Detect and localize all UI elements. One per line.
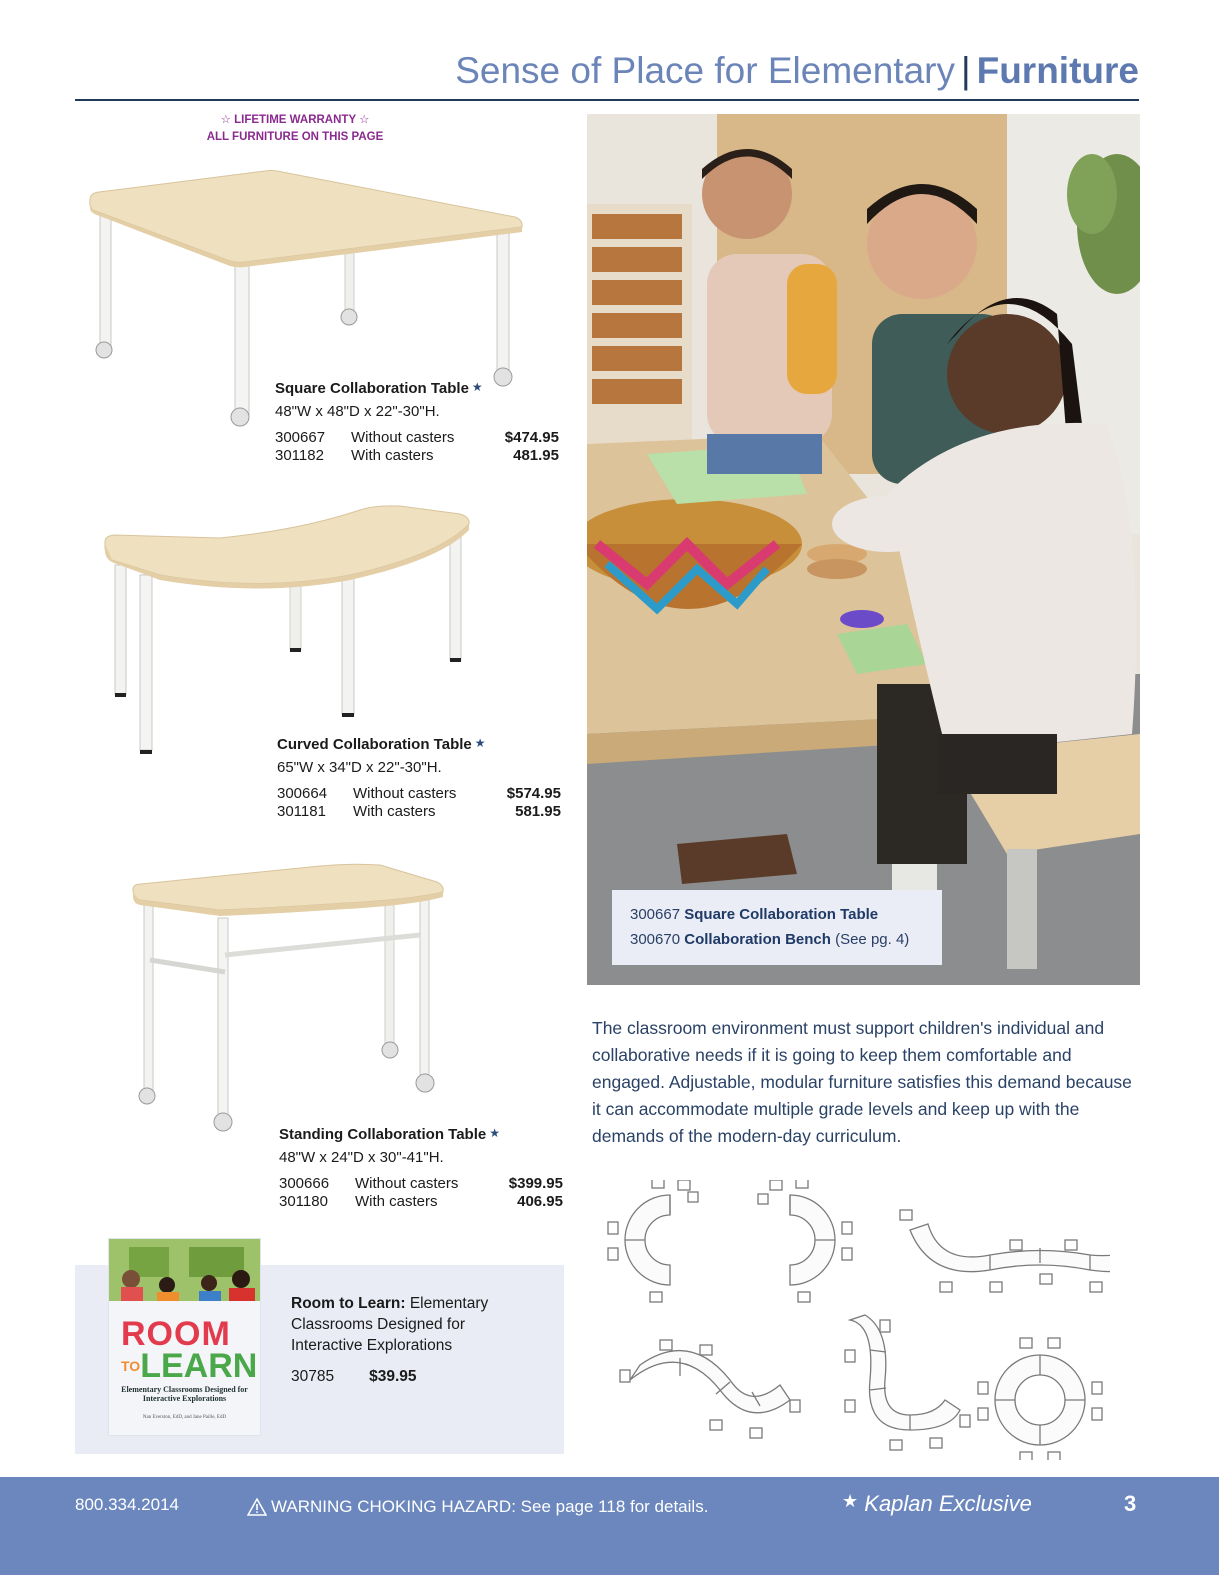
product-name: Square Collaboration Table ★: [275, 380, 483, 397]
price-table: [279, 1175, 563, 1211]
photo-caption: [612, 890, 942, 965]
warning-triangle-icon: [247, 1498, 267, 1516]
classroom-photo: [587, 114, 1140, 985]
curved-table-image: [100, 500, 480, 760]
arrangement-c-shape: [608, 1180, 698, 1302]
product-dimensions: 65"W x 34"D x 22"-30"H.: [277, 759, 442, 776]
book-cover-subtitle: Elementary Classrooms Designed for Interactive Explorations: [121, 1385, 248, 1403]
kaplan-exclusive-star-icon: ★: [474, 736, 486, 750]
page-title-main: Sense of Place for Elementary: [455, 50, 955, 91]
warranty-line-2: ALL FURNITURE ON THIS PAGE: [206, 131, 384, 143]
price-table: [277, 785, 561, 821]
table-row: 300666 Without casters $399.95: [279, 1175, 563, 1192]
kaplan-exclusive-star-icon: ★: [489, 1126, 500, 1140]
page-title-section: Furniture: [976, 50, 1139, 91]
book-cover-title-2: $^{TO}$LEARN: [121, 1347, 258, 1385]
book-title: Room to Learn: Elementary Classrooms Designed for Interactive Explorations: [291, 1295, 489, 1354]
arrangement-c-shape: [758, 1180, 852, 1302]
body-paragraph: The classroom environment must support children's individual and collaborative needs if it is going to keep them comfortable and engaged. Adjustable, modular furniture satisfies this demand because it can accommodate multiple grade levels and keep up with the demands of the modern-day curriculum.: [592, 1018, 1132, 1146]
star-outline-icon: ☆: [359, 114, 370, 126]
product-dimensions: 48"W x 24"D x 30"-41"H.: [279, 1149, 444, 1166]
kaplan-exclusive-star-icon: ★: [471, 380, 483, 394]
book-cover: [109, 1239, 260, 1435]
product-square-table: [275, 380, 565, 465]
product-name: Curved Collaboration Table ★: [277, 736, 486, 753]
caption-line-2: 300670 Collaboration Bench (See pg. 4): [630, 931, 910, 948]
kaplan-exclusive-legend: ★ Kaplan Exclusive: [842, 1491, 1032, 1516]
arrangement-j-curve: [845, 1315, 970, 1450]
book-cover-title: ROOM: [121, 1315, 231, 1353]
arrangement-wave: [900, 1210, 1110, 1292]
table-row: 301181 With casters 581.95: [277, 803, 561, 820]
product-curved-table: [277, 736, 567, 821]
header-rule: [75, 99, 1139, 101]
table-row: 301180 With casters 406.95: [279, 1193, 563, 1210]
page-number: 3: [1124, 1491, 1137, 1516]
book-sku: 30785: [291, 1368, 335, 1385]
standing-table-image: [130, 860, 460, 1140]
book-price: $39.95: [369, 1368, 417, 1385]
table-row: 301182 With casters 481.95: [275, 447, 559, 464]
arrangement-s-curve: [620, 1340, 800, 1438]
star-icon: ★: [842, 1491, 859, 1511]
book-cover-authors: Nan Everston, EdD, and Jane Paille, EdD: [142, 1415, 227, 1420]
table-row: 300667 Without casters $474.95: [275, 429, 559, 446]
product-dimensions: 48"W x 48"D x 22"-30"H.: [275, 403, 440, 420]
page-title: [455, 50, 1139, 92]
price-table: [275, 429, 559, 465]
product-name: Standing Collaboration Table ★: [279, 1126, 500, 1143]
warranty-line-1: LIFETIME WARRANTY: [234, 114, 356, 126]
caption-line-1: 300667 Square Collaboration Table: [630, 906, 879, 923]
product-standing-table: [279, 1126, 569, 1211]
footer-phone: 800.334.2014: [75, 1495, 179, 1514]
title-separator: |: [960, 50, 971, 91]
arrangement-circle: [978, 1338, 1102, 1460]
table-row: 300664 Without casters $574.95: [277, 785, 561, 802]
footer-bar: [0, 1477, 1219, 1575]
book-price-row: [291, 1368, 417, 1386]
choking-hazard-warning: WARNING CHOKING HAZARD: See page 118 for details.: [247, 1497, 708, 1517]
table-arrangement-diagrams: [600, 1180, 1110, 1460]
warranty-notice: [180, 112, 410, 146]
star-outline-icon: ☆: [220, 114, 231, 126]
